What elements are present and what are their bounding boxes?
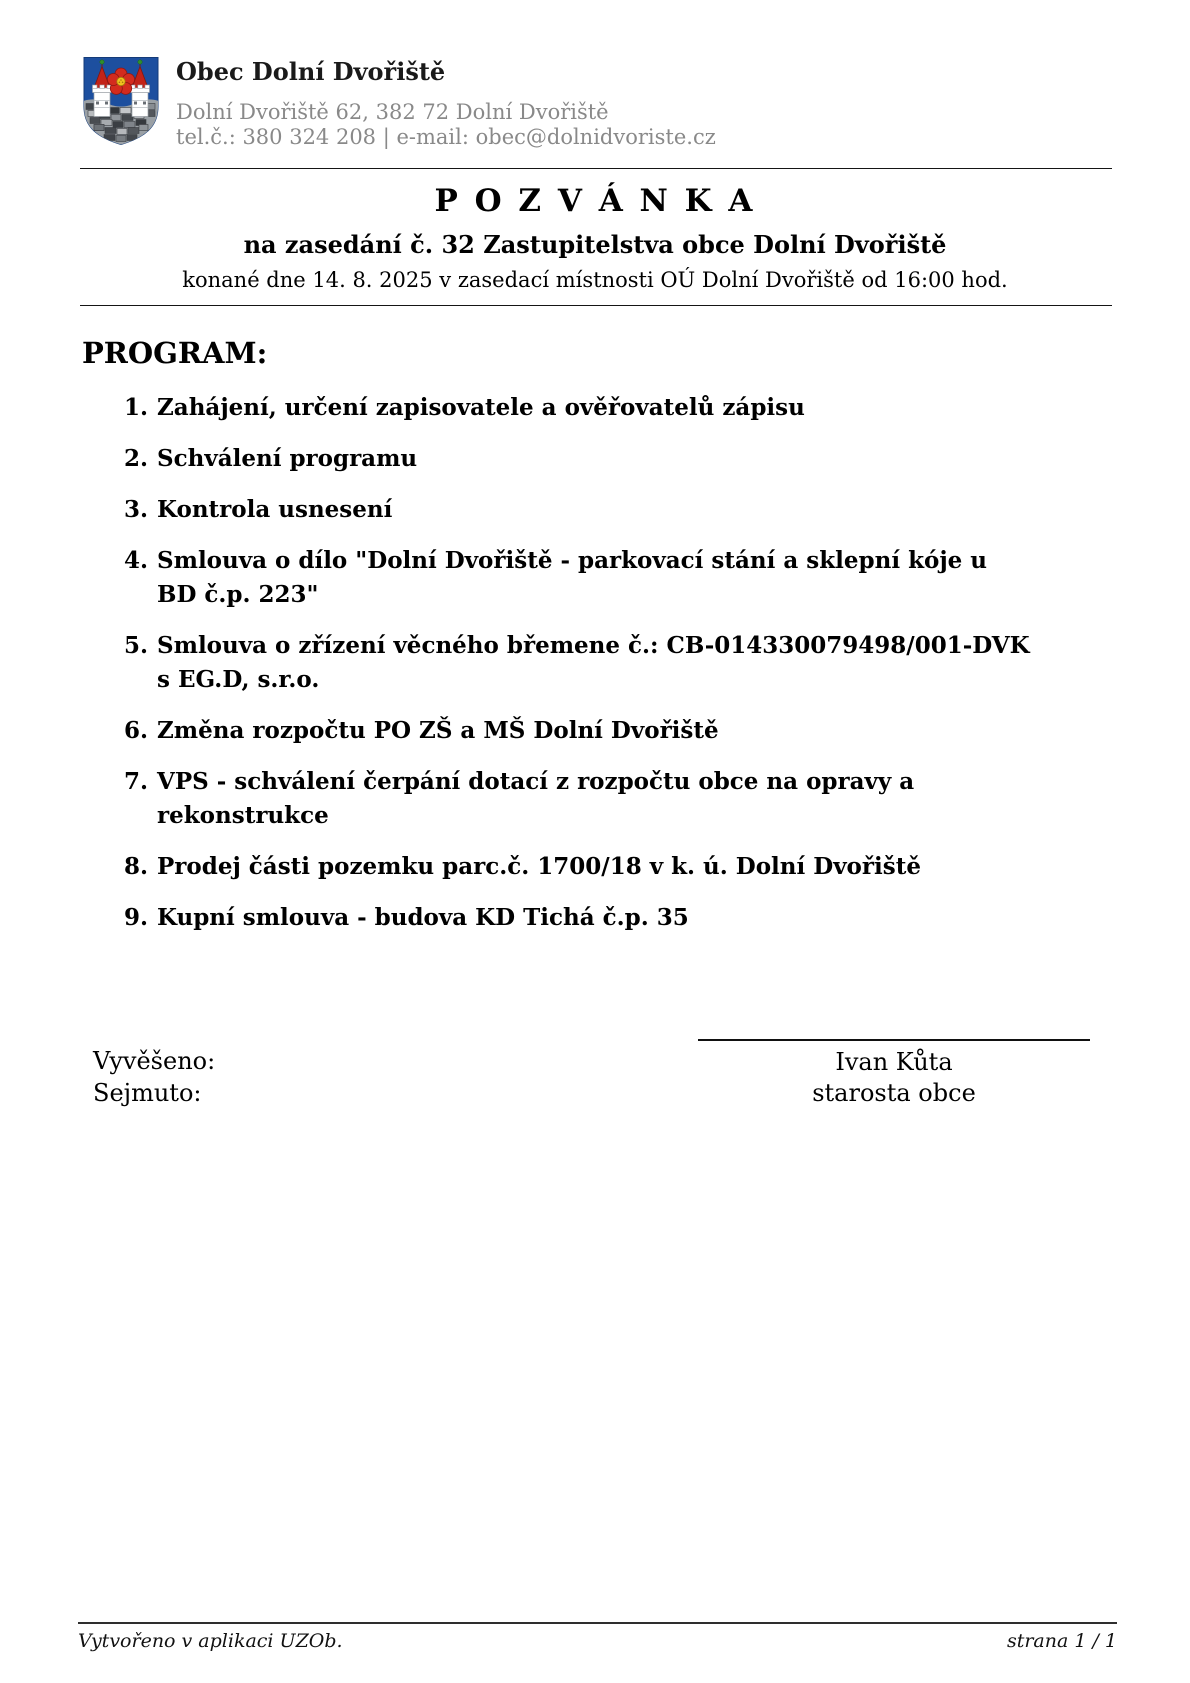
signatory-name: Ivan Kůta xyxy=(835,1048,953,1076)
posted-label: Vyvěšeno: xyxy=(93,1047,216,1075)
posting-block xyxy=(93,1045,215,1109)
program-item xyxy=(82,442,1032,476)
program-item-number: 6. xyxy=(123,717,148,744)
program-item-number: 5. xyxy=(123,632,148,659)
program-item xyxy=(82,629,1032,697)
program-item-text: Kupní smlouva - budova KD Tichá č.p. 35 xyxy=(157,904,689,931)
org-contact: tel.č.: 380 324 208 | e-mail: obec@dolnidvoriste.cz xyxy=(176,125,716,149)
program-item-text: Schválení programu xyxy=(157,445,418,472)
program-list xyxy=(82,391,1032,952)
org-address: Dolní Dvořiště 62, 382 72 Dolní Dvořiště xyxy=(176,100,609,124)
page-footer xyxy=(78,1622,1117,1653)
program-item-number: 4. xyxy=(123,547,148,574)
program-item-text: Prodej části pozemku parc.č. 1700/18 v k. ú. Dolní Dvořiště xyxy=(157,853,921,880)
program-item-number: 9. xyxy=(123,904,148,931)
program-item-text: Smlouva o dílo "Dolní Dvořiště - parkovací stání a sklepní kóje u BD č.p. 223" xyxy=(157,547,988,608)
footer-page-number: strana 1 / 1 xyxy=(1006,1630,1117,1652)
program-item-number: 3. xyxy=(123,496,148,523)
program-item-text: Změna rozpočtu PO ZŠ a MŠ Dolní Dvořiště xyxy=(157,717,719,744)
program-item xyxy=(82,850,1032,884)
program-item-number: 1. xyxy=(123,394,148,421)
municipality-coat-of-arms-icon xyxy=(82,54,160,148)
program-item xyxy=(82,901,1032,935)
program-item-text: Kontrola usnesení xyxy=(157,496,393,523)
title-divider xyxy=(80,305,1112,306)
program-heading: PROGRAM: xyxy=(82,336,268,370)
signatory-title: starosta obce xyxy=(812,1079,976,1107)
footer-app-note: Vytvořeno v aplikaci UZOb. xyxy=(78,1630,343,1652)
program-item-number: 8. xyxy=(123,853,148,880)
org-name: Obec Dolní Dvořiště xyxy=(176,57,446,86)
header-divider xyxy=(80,168,1112,169)
program-item-text: Smlouva o zřízení věcného břemene č.: CB-014330079498/001-DVK s EG.D, s.r.o. xyxy=(157,632,1030,693)
invitation-subtitle: na zasedání č. 32 Zastupitelstva obce Dolní Dvořiště xyxy=(243,230,947,259)
letterhead xyxy=(176,58,716,150)
invitation-title: P O Z V Á N K A xyxy=(434,183,756,219)
program-item-number: 2. xyxy=(123,445,148,472)
invitation-details: konané dne 14. 8. 2025 v zasedací místnosti OÚ Dolní Dvořiště od 16:00 hod. xyxy=(182,268,1008,292)
program-item xyxy=(82,493,1032,527)
program-item-text: Zahájení, určení zapisovatele a ověřovatelů zápisu xyxy=(157,394,805,421)
program-item xyxy=(82,765,1032,833)
program-item xyxy=(82,544,1032,612)
program-item-text: VPS - schválení čerpání dotací z rozpočtu obce na opravy a rekonstrukce xyxy=(157,768,915,829)
program-item-number: 7. xyxy=(123,768,148,795)
program-item xyxy=(82,391,1032,425)
signature-block xyxy=(698,1039,1090,1109)
removed-label: Sejmuto: xyxy=(93,1079,202,1107)
program-item xyxy=(82,714,1032,748)
